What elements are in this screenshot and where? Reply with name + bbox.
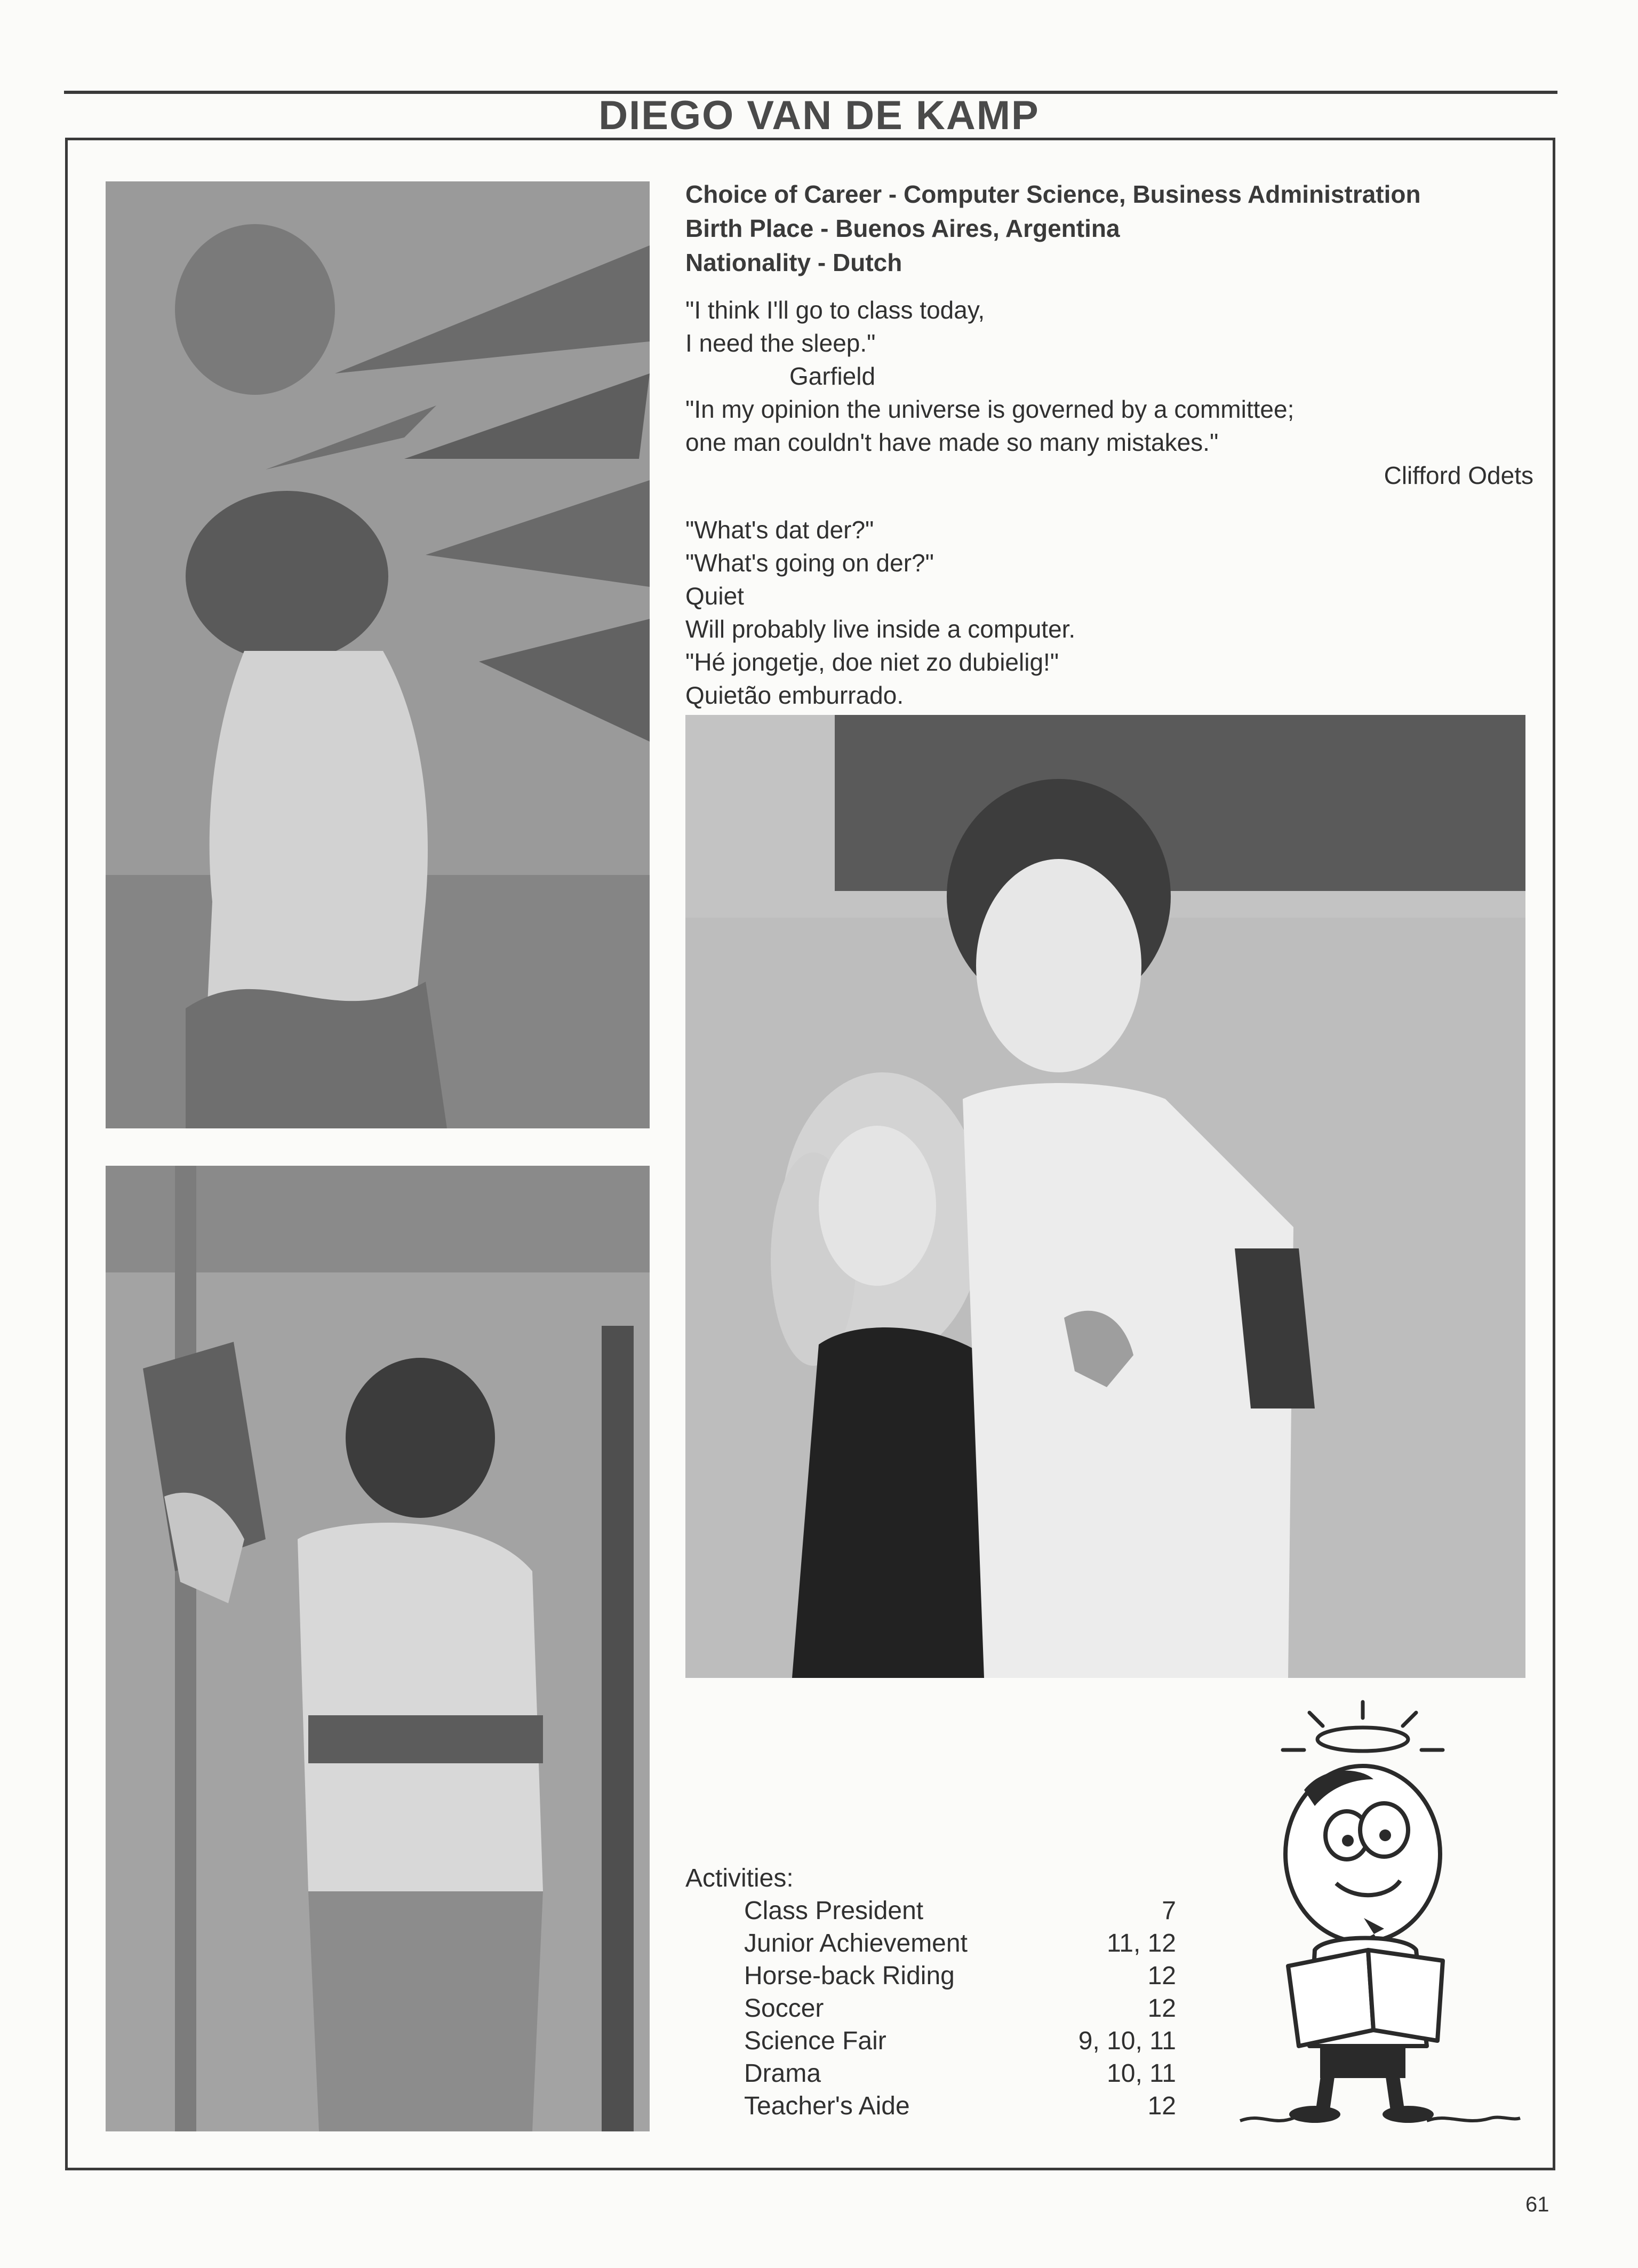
page-number: 61 (1525, 2193, 1549, 2216)
photo-palm-drawing (106, 181, 650, 1128)
profile-info (685, 177, 1539, 280)
activity-years: 7 (1162, 1897, 1176, 1925)
quote-author: Garfield (789, 362, 876, 390)
activity-years: 12 (1147, 1962, 1176, 1990)
photo-reading (106, 1166, 650, 2131)
activity-years: 9, 10, 11 (1078, 2027, 1176, 2055)
activities-list (685, 1862, 1219, 2122)
activity-name: Drama (744, 2059, 821, 2088)
activity-years: 11, 12 (1107, 1929, 1176, 1957)
personal-line: "What's dat der?" (685, 516, 874, 544)
activity-name: Horse-back Riding (744, 1962, 955, 1990)
cartoon-reader-illustration (1224, 1699, 1523, 2126)
personal-line: Quiet (685, 582, 744, 610)
activity-row (685, 1927, 1219, 1960)
activity-years: 12 (1147, 1994, 1176, 2023)
activity-row (685, 2090, 1219, 2122)
quote-line: I need the sleep." (685, 329, 876, 357)
photo-couple-drawing (685, 715, 1525, 1678)
activity-row (685, 1895, 1219, 1927)
page-title: DIEGO VAN DE KAMP (598, 93, 1040, 138)
quotes-block (685, 293, 1539, 712)
activity-row (685, 1960, 1219, 1992)
activity-years: 10, 11 (1107, 2059, 1176, 2088)
personal-line: Will probably live inside a computer. (685, 615, 1076, 643)
activity-name: Science Fair (744, 2027, 886, 2055)
activity-years: 12 (1147, 2092, 1176, 2120)
personal-line: Quietão emburrado. (685, 681, 904, 709)
career-line: Choice of Career - Computer Science, Business Administration (685, 180, 1421, 208)
activity-row (685, 2057, 1219, 2090)
birthplace-line: Birth Place - Buenos Aires, Argentina (685, 214, 1120, 242)
photo-couple (685, 715, 1525, 1678)
activity-name: Soccer (744, 1994, 824, 2023)
activity-name: Teacher's Aide (744, 2092, 910, 2120)
activities-heading: Activities: (685, 1864, 794, 1892)
photo-reading-drawing (106, 1166, 650, 2131)
personal-line: "What's going on der?" (685, 549, 934, 577)
quote-line: "In my opinion the universe is governed by a committee; (685, 395, 1295, 423)
activity-name: Class President (744, 1897, 924, 1925)
personal-line: "Hé jongetje, doe niet zo dubielig!" (685, 648, 1059, 676)
quote-author: Clifford Odets (1384, 461, 1533, 489)
quote-line: "I think I'll go to class today, (685, 296, 985, 324)
photo-palm-portrait (106, 181, 650, 1128)
activity-row (685, 1992, 1219, 2025)
nationality-line: Nationality - Dutch (685, 249, 902, 276)
activity-name: Junior Achievement (744, 1929, 968, 1957)
activity-row (685, 2025, 1219, 2057)
quote-line: one man couldn't have made so many mistakes." (685, 428, 1219, 456)
